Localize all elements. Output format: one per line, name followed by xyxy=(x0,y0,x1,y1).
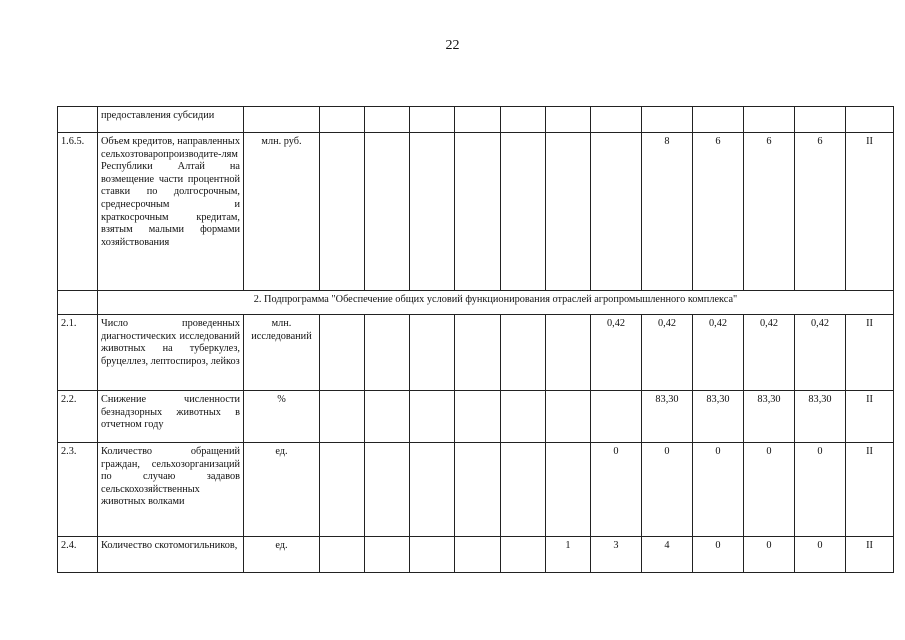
value-cell xyxy=(410,107,455,133)
value-cell: 4 xyxy=(642,537,693,573)
table-row xyxy=(58,391,894,443)
value-cell xyxy=(744,107,795,133)
value-cell xyxy=(365,391,410,443)
value-cell xyxy=(501,315,546,391)
value-cell: 83,30 xyxy=(642,391,693,443)
value-cell: 0 xyxy=(744,537,795,573)
value-cell xyxy=(546,107,591,133)
value-cell xyxy=(365,443,410,537)
value-cell xyxy=(410,315,455,391)
value-cell: 0 xyxy=(693,537,744,573)
value-cell xyxy=(455,133,501,291)
table-row xyxy=(58,107,894,133)
value-cell: 0,42 xyxy=(591,315,642,391)
value-cell: 83,30 xyxy=(795,391,846,443)
source-cell: II xyxy=(846,537,894,573)
row-number: 1.6.5. xyxy=(58,133,98,291)
value-cell xyxy=(455,537,501,573)
source-cell: II xyxy=(846,315,894,391)
page-number: 22 xyxy=(445,38,460,53)
table-row xyxy=(58,315,894,391)
row-number xyxy=(58,107,98,133)
value-cell: 0 xyxy=(591,443,642,537)
value-cell xyxy=(501,133,546,291)
value-cell xyxy=(546,133,591,291)
value-cell: 3 xyxy=(591,537,642,573)
value-cell xyxy=(410,133,455,291)
value-cell: 8 xyxy=(642,133,693,291)
unit-cell: ед. xyxy=(244,443,320,537)
row-number: 2.3. xyxy=(58,443,98,537)
unit-cell xyxy=(244,107,320,133)
indicator-name: Количество скотомогильников, xyxy=(98,537,244,573)
table-row xyxy=(58,133,894,291)
value-cell xyxy=(642,107,693,133)
value-cell xyxy=(455,443,501,537)
value-cell xyxy=(320,443,365,537)
value-cell xyxy=(795,107,846,133)
unit-cell: ед. xyxy=(244,537,320,573)
value-cell: 0,42 xyxy=(795,315,846,391)
value-cell: 0 xyxy=(744,443,795,537)
source-cell: II xyxy=(846,443,894,537)
value-cell xyxy=(501,443,546,537)
value-cell xyxy=(546,443,591,537)
value-cell xyxy=(365,107,410,133)
indicator-name: Объем кредитов, направленных сельхозтоваропроизводите-лям Республики Алтай на возмещение части процентной ставки по долгосрочным, среднесрочным и краткосрочным кредитам, взятым малыми формами хозяйствования xyxy=(98,133,244,291)
unit-cell: млн. исследований xyxy=(244,315,320,391)
indicator-name: предоставления субсидии xyxy=(98,107,244,133)
value-cell xyxy=(365,315,410,391)
value-cell: 1 xyxy=(546,537,591,573)
indicator-name: Снижение численности безнадзорных животных в отчетном году xyxy=(98,391,244,443)
row-number: 2.4. xyxy=(58,537,98,573)
value-cell xyxy=(455,315,501,391)
source-cell: II xyxy=(846,133,894,291)
value-cell: 0,42 xyxy=(744,315,795,391)
value-cell xyxy=(546,391,591,443)
section-title: 2. Подпрограмма "Обеспечение общих условий функционирования отраслей агропромышленного комплекса" xyxy=(98,291,894,315)
value-cell xyxy=(410,537,455,573)
unit-cell: % xyxy=(244,391,320,443)
value-cell xyxy=(410,391,455,443)
value-cell xyxy=(320,391,365,443)
value-cell xyxy=(320,133,365,291)
value-cell xyxy=(501,391,546,443)
row-number: 2.1. xyxy=(58,315,98,391)
value-cell: 0 xyxy=(693,443,744,537)
value-cell xyxy=(501,537,546,573)
value-cell: 6 xyxy=(795,133,846,291)
value-cell: 0 xyxy=(795,443,846,537)
indicators-table xyxy=(57,106,894,573)
value-cell: 0,42 xyxy=(642,315,693,391)
value-cell xyxy=(455,391,501,443)
value-cell xyxy=(410,443,455,537)
value-cell xyxy=(591,391,642,443)
value-cell: 6 xyxy=(693,133,744,291)
value-cell: 0 xyxy=(642,443,693,537)
value-cell: 0,42 xyxy=(693,315,744,391)
source-cell xyxy=(846,107,894,133)
table-row xyxy=(58,443,894,537)
value-cell: 83,30 xyxy=(693,391,744,443)
unit-cell: млн. руб. xyxy=(244,133,320,291)
table-row xyxy=(58,537,894,573)
value-cell xyxy=(320,315,365,391)
indicator-name: Число проведенных диагностических исследований животных на туберкулез, бруцеллез, лептоспироз, лейкоз xyxy=(98,315,244,391)
value-cell xyxy=(320,107,365,133)
value-cell xyxy=(501,107,546,133)
value-cell xyxy=(455,107,501,133)
indicator-name: Количество обращений граждан, сельхозорганизаций по случаю задавов сельскохозяйственных животных волками xyxy=(98,443,244,537)
value-cell: 0 xyxy=(795,537,846,573)
value-cell: 6 xyxy=(744,133,795,291)
value-cell xyxy=(365,133,410,291)
value-cell: 83,30 xyxy=(744,391,795,443)
value-cell xyxy=(693,107,744,133)
value-cell xyxy=(320,537,365,573)
value-cell xyxy=(591,107,642,133)
source-cell: II xyxy=(846,391,894,443)
value-cell xyxy=(546,315,591,391)
value-cell xyxy=(365,537,410,573)
section-empty-cell xyxy=(58,291,98,315)
row-number: 2.2. xyxy=(58,391,98,443)
section-row xyxy=(58,291,894,315)
value-cell xyxy=(591,133,642,291)
